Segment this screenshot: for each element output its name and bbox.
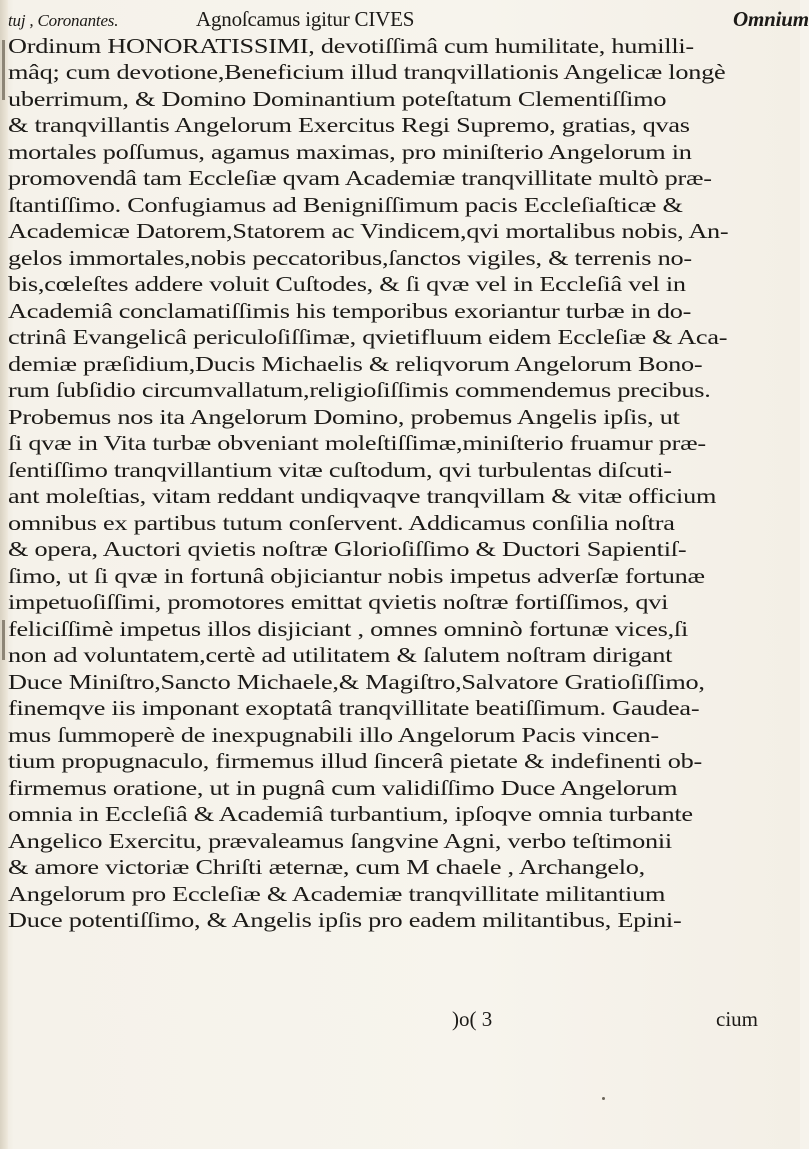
text-line-content: ſtantiſſimo. Confugiamus ad Benigniſſimum pacis Eccleſiaſticæ & [8, 192, 683, 217]
text-line [0, 616, 800, 643]
text-line [0, 642, 800, 669]
text-line [0, 748, 800, 775]
text-line [0, 483, 800, 510]
text-line [0, 695, 800, 722]
text-line-content: demiæ præſidium,Ducis Michaelis & reliqvorum Angelorum Bono- [8, 351, 703, 376]
text-line [0, 828, 800, 855]
text-line [0, 139, 800, 166]
text-line-content: gelos immortales,nobis peccatoribus,ſanctos vigiles, & terrenis no- [8, 245, 692, 270]
text-line-content: & tranqvillantis Angelorum Exercitus Regi Supremo, gratias, qvas [8, 113, 690, 137]
header-left: tuj , Coronantes. [8, 11, 119, 30]
text-line-content: tium propugnaculo, firmemus illud ſincerâ pietate & indefinenti ob- [8, 749, 703, 773]
text-line [0, 536, 800, 563]
text-line-content: & opera, Auctori qvietis noſtræ Glorioſiſſimo & Ductori Sapientiſ- [8, 537, 687, 561]
text-line-content: & amore victoriæ Chriſti æternæ, cum M chaele , Archangelo, [8, 855, 645, 879]
text-line [0, 854, 800, 881]
text-line [0, 669, 800, 696]
text-line [0, 33, 800, 60]
text-line-content: Probemus nos ita Angelorum Domino, probemus Angelis ipſis, ut [8, 404, 680, 429]
text-line-content: rum ſubſidio circumvallatum,religioſiſſimis commendemus precibus. [8, 378, 711, 402]
text-line [0, 298, 800, 325]
text-line-content: Duce potentiſſimo, & Angelis ipſis pro eadem militantibus, Epini- [8, 908, 682, 932]
text-line-content: uberrimum, & Domino Dominantium poteſtatum Clementiſſimo [8, 86, 667, 111]
text-line [0, 218, 800, 245]
text-line-content: mus ſummoperè de inexpugnabili illo Angelorum Pacis vincen- [8, 722, 659, 747]
text-line-content: bis,cœleſtes addere voluit Cuſtodes, & ſi qvæ vel in Eccleſiâ vel in [8, 272, 686, 296]
text-line-content: mortales poſſumus, agamus maximas, pro miniſterio Angelorum in [8, 139, 692, 164]
text-line-content: firmemus oratione, ut in pugnâ cum validiſſimo Duce Angelorum [8, 775, 678, 800]
text-line [0, 59, 800, 86]
text-line-content: ſimo, ut ſi qvæ in fortunâ objiciantur nobis impetus adverſæ fortunæ [8, 563, 705, 588]
text-line-content: ctrinâ Evangelicâ periculoſiſſimæ, qvietifluum eidem Eccleſiæ & Aca- [8, 325, 728, 349]
text-line-content: omnia in Eccleſiâ & Academiâ turbantium, ipſoqve omnia turbante [8, 802, 693, 826]
header-right: Omnium [733, 7, 809, 31]
text-line-content: Ordinum HONORATISSIMI, devotiſſimâ cum humilitate, humilli- [8, 33, 694, 58]
text-line [0, 112, 800, 139]
body-text [0, 6, 809, 934]
text-line [0, 245, 800, 272]
text-line [0, 192, 800, 219]
text-line [0, 722, 800, 749]
text-line [0, 351, 800, 378]
text-line-content: omnibus ex partibus tutum conſervent. Addicamus conſilia noſtra [8, 510, 675, 535]
text-line-content: ant moleſtias, vitam reddant undiqvaqve tranqvillam & vitæ officium [8, 484, 717, 508]
text-line [0, 377, 800, 404]
text-line [0, 324, 800, 351]
text-line [0, 563, 800, 590]
text-line-content: Academiâ conclamatiſſimis his temporibus exoriantur turbæ in do- [8, 298, 692, 323]
page-footer [0, 1005, 800, 1033]
text-line [0, 404, 800, 431]
text-line-content: Duce Miniſtro,Sancto Michaele,& Magiſtro,Salvatore Gratioſiſſimo, [8, 669, 705, 694]
header-center: Agnoſcamus igitur CIVES [196, 7, 415, 31]
text-line [0, 457, 800, 484]
text-line [0, 775, 800, 802]
text-line [0, 907, 800, 934]
text-line [0, 86, 800, 113]
text-line [0, 881, 800, 908]
text-line [0, 801, 800, 828]
ink-speck [602, 1097, 605, 1100]
signature-mark: )o( 3 [452, 1007, 493, 1031]
text-line-content: Angelico Exercitu, prævaleamus ſangvine Agni, verbo teſtimonii [8, 828, 672, 853]
catchword: cium [716, 1007, 758, 1031]
text-line-content: Angelorum pro Eccleſiæ & Academiæ tranqvillitate militantium [8, 881, 666, 906]
text-line-content: non ad voluntatem,certè ad utilitatem & ſalutem noſtram dirigant [8, 643, 673, 667]
edge-mark [2, 620, 5, 660]
text-line-content: finemqve iis imponant exoptatâ tranqvillitate beatiſſimum. Gaudea- [8, 696, 700, 720]
text-line-content: promovendâ tam Eccleſiæ qvam Academiæ tranqvillitate multò præ- [8, 166, 712, 190]
text-line [0, 510, 800, 537]
text-line [0, 430, 800, 457]
text-line [0, 589, 800, 616]
text-line [0, 271, 800, 298]
text-line-content: ſentiſſimo tranqvillantium vitæ cuſtodum, qvi turbulentas diſcuti- [8, 457, 672, 482]
text-line-content: impetuoſiſſimi, promotores emittat qvietis noſtræ fortiſſimos, qvi [8, 590, 669, 614]
running-header [0, 6, 809, 33]
edge-mark [2, 40, 5, 100]
text-line-content: feliciſſimè impetus illos disjiciant , omnes omninò fortunæ vices,ſi [8, 616, 688, 641]
text-line-content: mâq; cum devotione,Beneficium illud tranqvillationis Angelicæ longè [8, 60, 726, 84]
text-line-content: ſi qvæ in Vita turbæ obveniant moleſtiſſimæ,miniſterio fruamur præ- [8, 431, 706, 455]
text-line [0, 165, 800, 192]
text-line-content: Academicæ Datorem,Statorem ac Vindicem,qvi mortalibus nobis, An- [8, 219, 729, 243]
text-lines [0, 33, 800, 934]
